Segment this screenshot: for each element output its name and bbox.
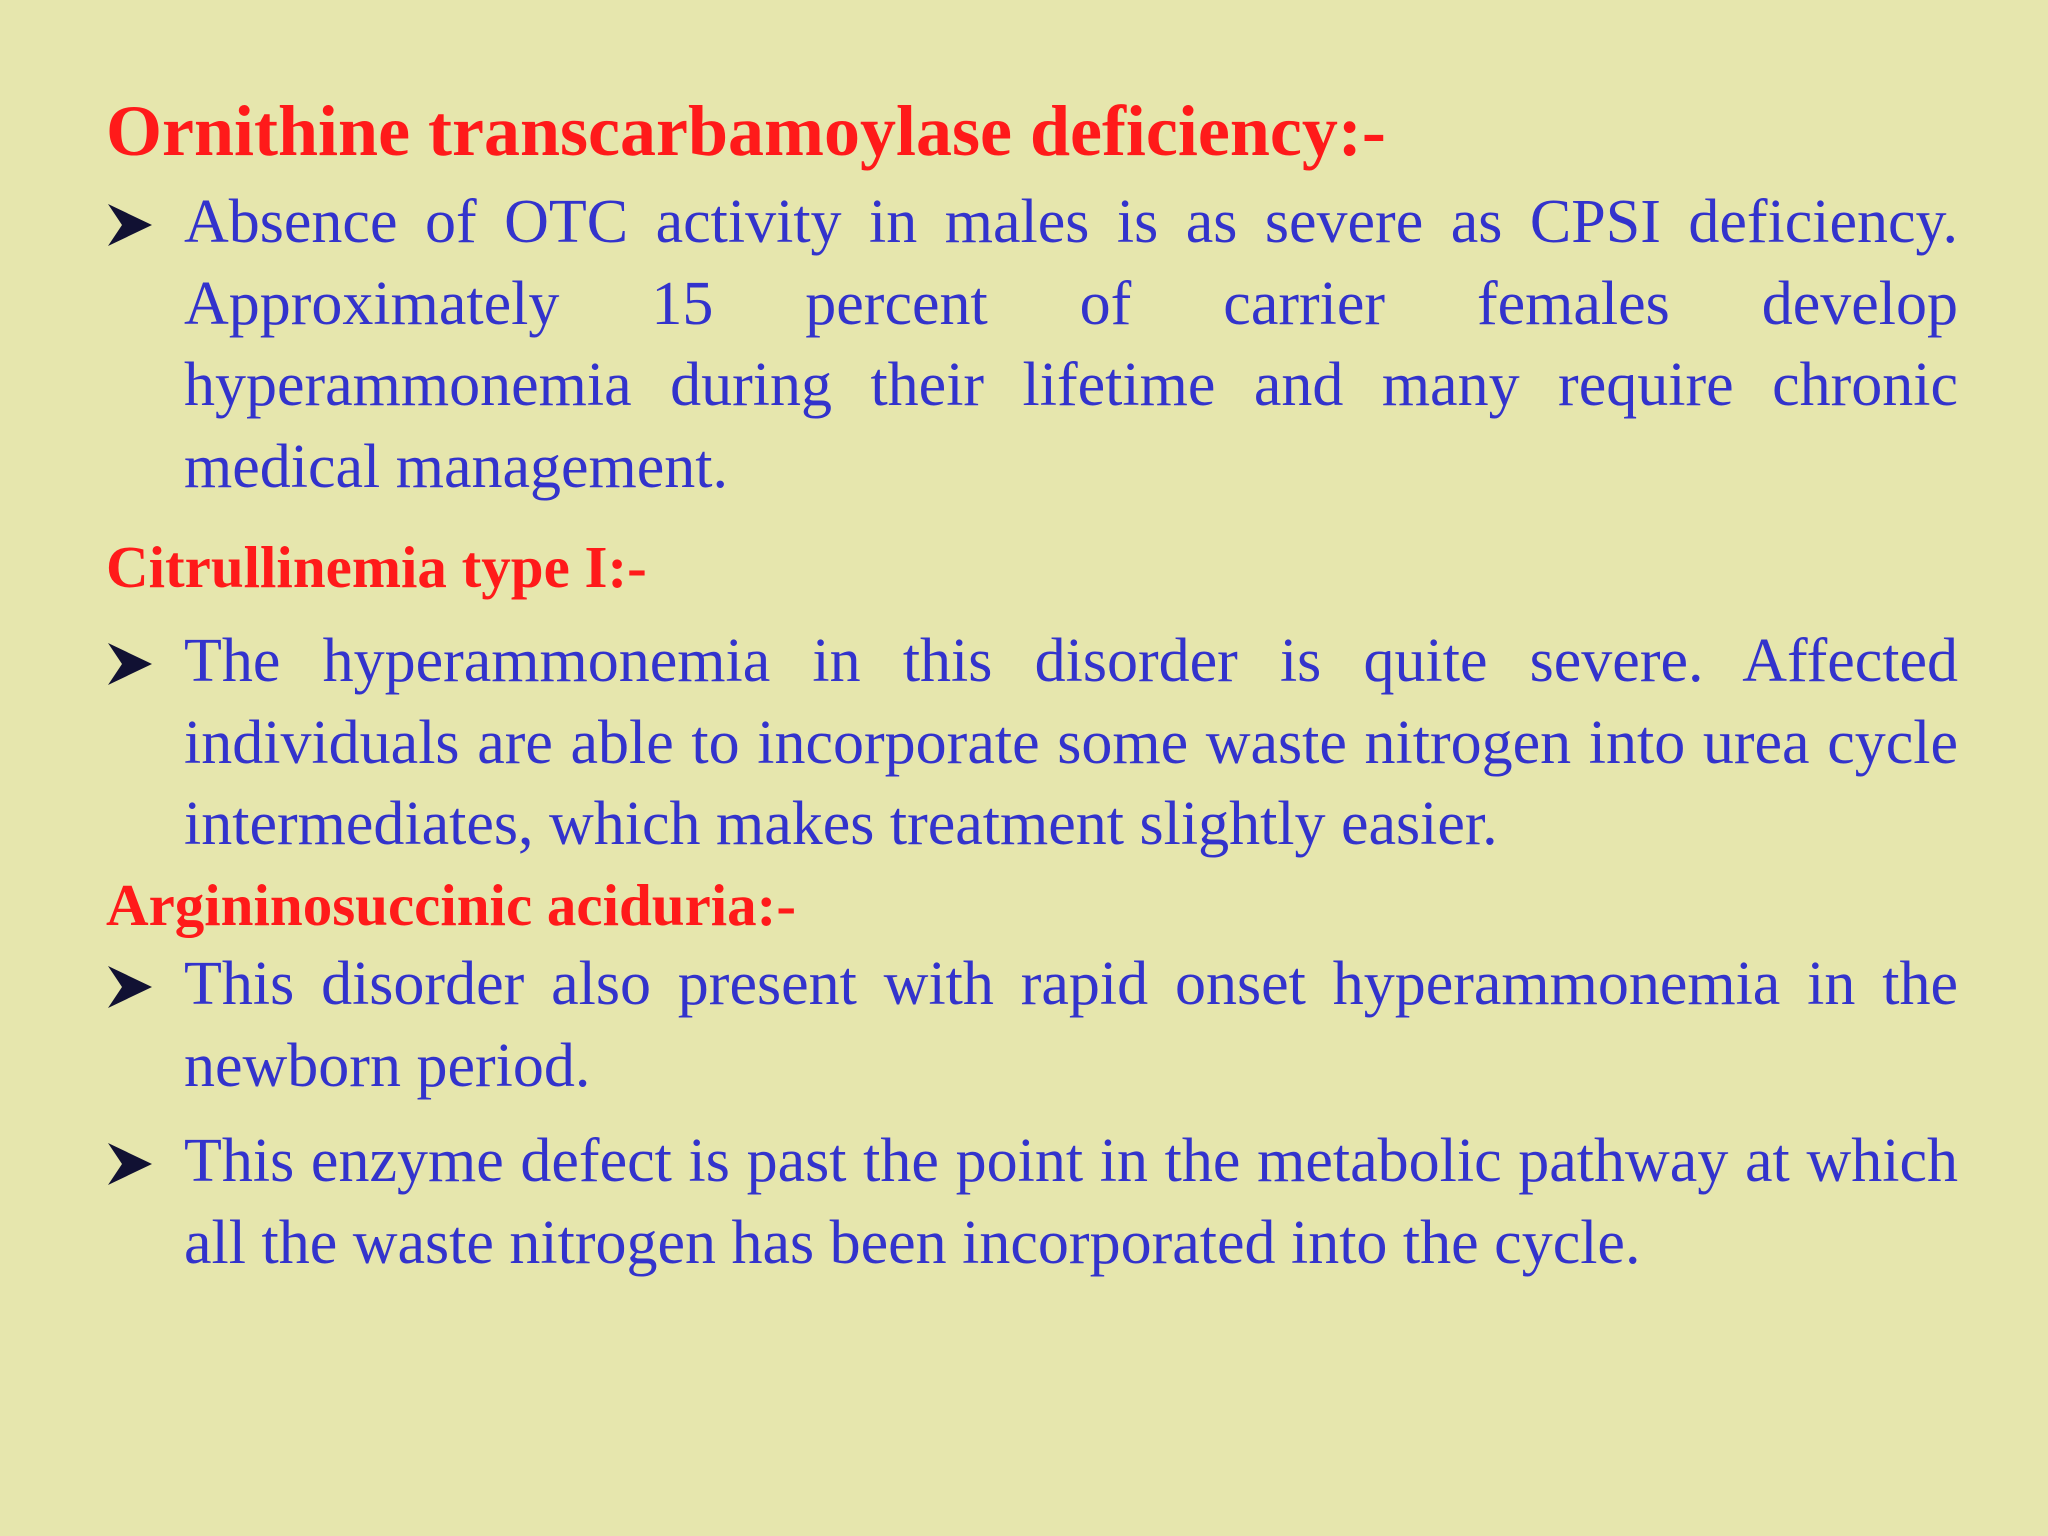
bullet-text: This disorder also present with rapid onset hyperammonemia in the newborn period. (184, 950, 1958, 1100)
arrowhead-bullet-icon (106, 1141, 154, 1187)
section-heading-citrullinemia: Citrullinemia type I:- (106, 534, 647, 601)
bullet-text: The hyperammonemia in this disorder is quite severe. Affected individuals are able to incorporate some waste nitrogen into urea cycle intermediates, which makes treatment slightly easier. (184, 627, 1958, 859)
arrowhead-bullet-icon (106, 964, 154, 1010)
bullet-text: Absence of OTC activity in males is as severe as CPSI deficiency. Approximately 15 percent of carrier females develop hyperammonemia during their lifetime and many require chronic medical management. (184, 188, 1958, 501)
section-heading-argininosuccinic: Argininosuccinic aciduria:- (106, 871, 796, 938)
bullet-otc-1 (106, 182, 1958, 508)
section-heading-otc: Ornithine transcarbamoylase deficiency:- (106, 91, 1386, 171)
bullet-text: This enzyme defect is past the point in the metabolic pathway at which all the waste nitrogen has been incorporated into the cycle. (184, 1127, 1958, 1277)
bullet-citrullinemia-1 (106, 621, 1958, 866)
arrowhead-bullet-icon (106, 202, 154, 248)
bullet-argininosuccinic-2 (106, 1121, 1958, 1284)
arrowhead-bullet-icon (106, 641, 154, 687)
bullet-argininosuccinic-1 (106, 944, 1958, 1107)
